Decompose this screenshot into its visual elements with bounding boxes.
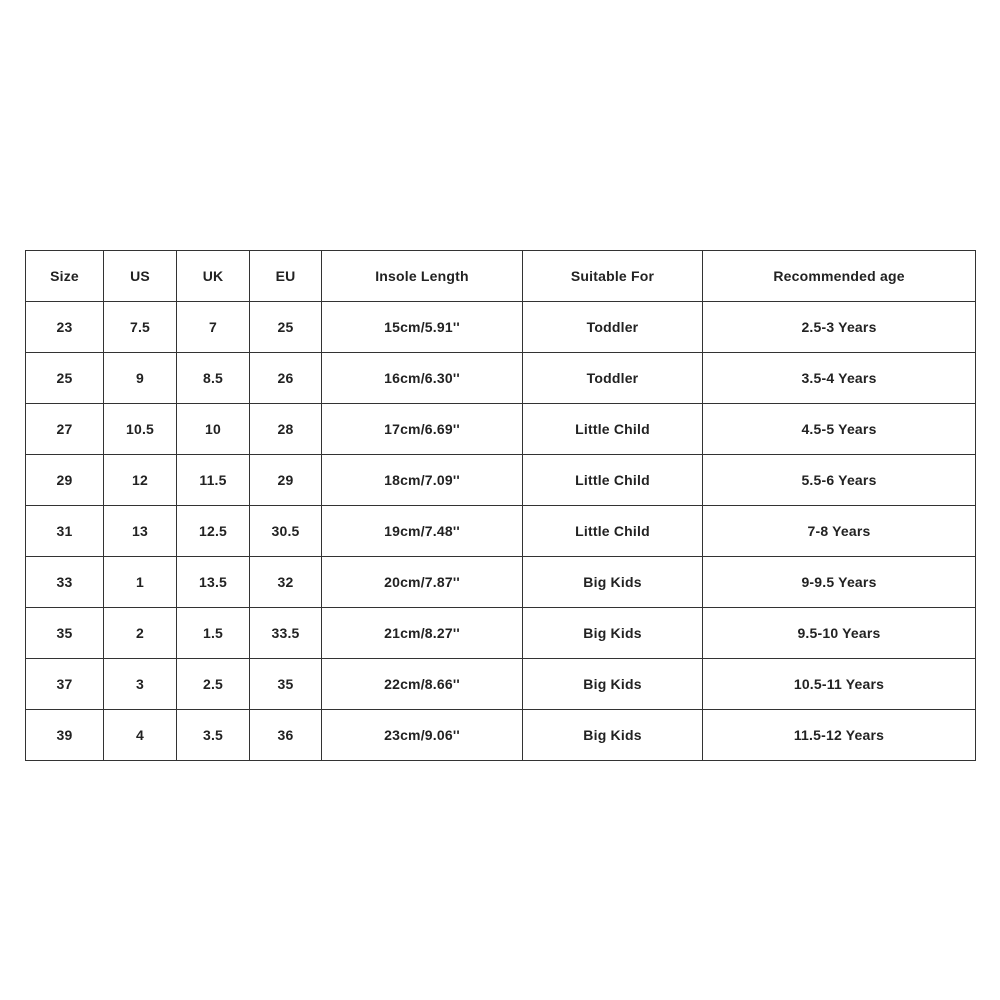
size-cell: 39	[26, 710, 104, 761]
us-cell: 7.5	[104, 302, 177, 353]
size-cell: 31	[26, 506, 104, 557]
size-cell: 29	[26, 455, 104, 506]
recommended-age-cell: 10.5-11 Years	[703, 659, 976, 710]
insole-length-cell: 22cm/8.66''	[322, 659, 523, 710]
suitable-for-cell: Big Kids	[523, 557, 703, 608]
us-cell: 2	[104, 608, 177, 659]
eu-cell: 32	[250, 557, 322, 608]
table-row	[26, 710, 976, 761]
table-header	[26, 251, 976, 302]
suitable-for-cell: Toddler	[523, 302, 703, 353]
insole-length-cell: 21cm/8.27''	[322, 608, 523, 659]
table-row	[26, 353, 976, 404]
size-chart-table	[25, 250, 976, 761]
us-cell: 10.5	[104, 404, 177, 455]
eu-cell: 29	[250, 455, 322, 506]
header-row	[26, 251, 976, 302]
table-row	[26, 404, 976, 455]
header-uk: UK	[177, 251, 250, 302]
recommended-age-cell: 11.5-12 Years	[703, 710, 976, 761]
size-cell: 23	[26, 302, 104, 353]
table-row	[26, 506, 976, 557]
header-us: US	[104, 251, 177, 302]
uk-cell: 10	[177, 404, 250, 455]
eu-cell: 26	[250, 353, 322, 404]
insole-length-cell: 15cm/5.91''	[322, 302, 523, 353]
uk-cell: 8.5	[177, 353, 250, 404]
table-body	[26, 302, 976, 761]
insole-length-cell: 19cm/7.48''	[322, 506, 523, 557]
suitable-for-cell: Big Kids	[523, 659, 703, 710]
header-insole-length: Insole Length	[322, 251, 523, 302]
eu-cell: 36	[250, 710, 322, 761]
recommended-age-cell: 9-9.5 Years	[703, 557, 976, 608]
eu-cell: 30.5	[250, 506, 322, 557]
uk-cell: 12.5	[177, 506, 250, 557]
uk-cell: 3.5	[177, 710, 250, 761]
uk-cell: 1.5	[177, 608, 250, 659]
table-row	[26, 455, 976, 506]
insole-length-cell: 18cm/7.09''	[322, 455, 523, 506]
us-cell: 9	[104, 353, 177, 404]
uk-cell: 7	[177, 302, 250, 353]
us-cell: 3	[104, 659, 177, 710]
us-cell: 12	[104, 455, 177, 506]
recommended-age-cell: 2.5-3 Years	[703, 302, 976, 353]
uk-cell: 11.5	[177, 455, 250, 506]
insole-length-cell: 17cm/6.69''	[322, 404, 523, 455]
insole-length-cell: 16cm/6.30''	[322, 353, 523, 404]
eu-cell: 35	[250, 659, 322, 710]
uk-cell: 13.5	[177, 557, 250, 608]
size-cell: 25	[26, 353, 104, 404]
eu-cell: 33.5	[250, 608, 322, 659]
table-row	[26, 659, 976, 710]
recommended-age-cell: 7-8 Years	[703, 506, 976, 557]
us-cell: 4	[104, 710, 177, 761]
recommended-age-cell: 4.5-5 Years	[703, 404, 976, 455]
us-cell: 13	[104, 506, 177, 557]
recommended-age-cell: 3.5-4 Years	[703, 353, 976, 404]
suitable-for-cell: Toddler	[523, 353, 703, 404]
header-eu: EU	[250, 251, 322, 302]
eu-cell: 28	[250, 404, 322, 455]
size-cell: 37	[26, 659, 104, 710]
recommended-age-cell: 5.5-6 Years	[703, 455, 976, 506]
us-cell: 1	[104, 557, 177, 608]
insole-length-cell: 23cm/9.06''	[322, 710, 523, 761]
suitable-for-cell: Little Child	[523, 455, 703, 506]
suitable-for-cell: Little Child	[523, 404, 703, 455]
table-row	[26, 557, 976, 608]
size-cell: 27	[26, 404, 104, 455]
table-row	[26, 302, 976, 353]
header-size: Size	[26, 251, 104, 302]
suitable-for-cell: Big Kids	[523, 608, 703, 659]
suitable-for-cell: Big Kids	[523, 710, 703, 761]
uk-cell: 2.5	[177, 659, 250, 710]
size-cell: 35	[26, 608, 104, 659]
eu-cell: 25	[250, 302, 322, 353]
insole-length-cell: 20cm/7.87''	[322, 557, 523, 608]
recommended-age-cell: 9.5-10 Years	[703, 608, 976, 659]
header-recommended-age: Recommended age	[703, 251, 976, 302]
header-suitable-for: Suitable For	[523, 251, 703, 302]
suitable-for-cell: Little Child	[523, 506, 703, 557]
table-row	[26, 608, 976, 659]
size-cell: 33	[26, 557, 104, 608]
